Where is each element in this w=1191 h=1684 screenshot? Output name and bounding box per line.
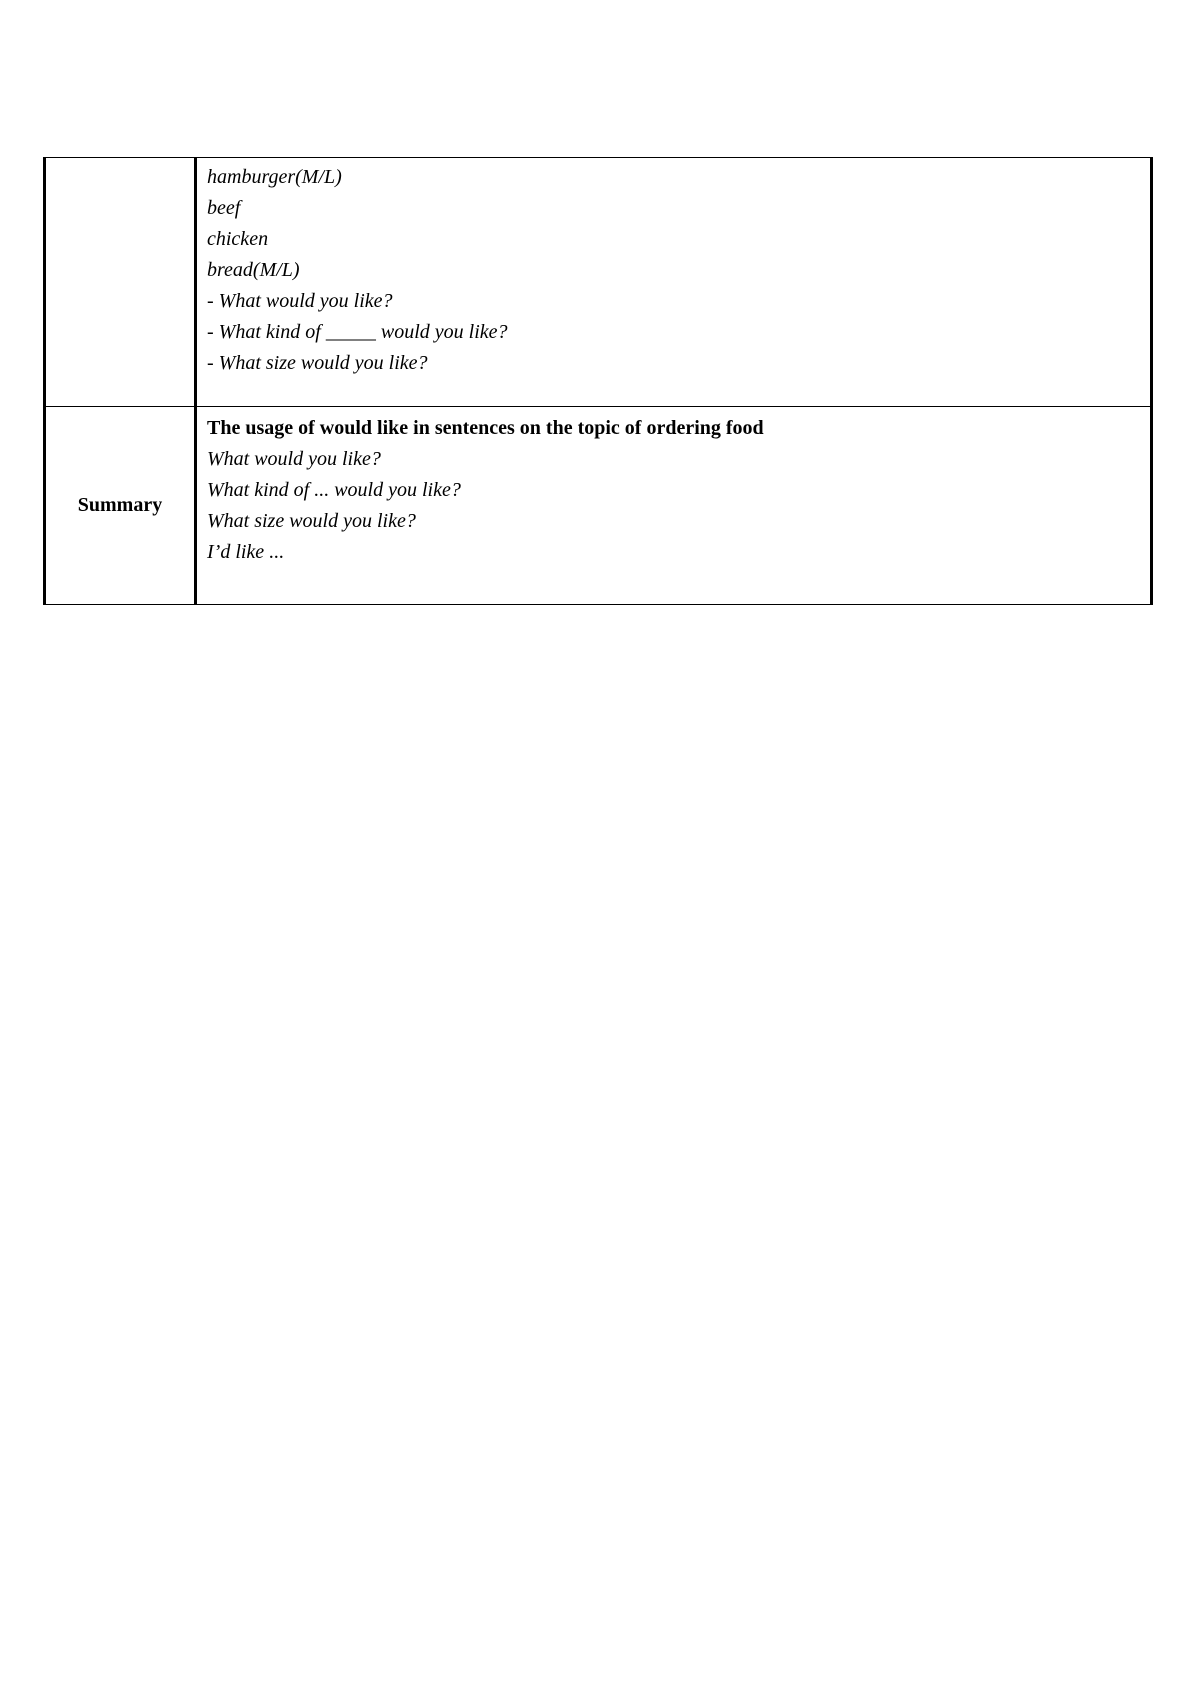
summary-line: What kind of ... would you like?	[207, 479, 461, 501]
summary-line: What size would you like?	[207, 510, 416, 532]
vocabulary-lines	[197, 158, 1150, 379]
vocab-line: bread(M/L)	[207, 259, 300, 281]
summary-label: Summary	[45, 407, 196, 605]
vocabulary-content-cell	[196, 158, 1152, 407]
summary-lines	[197, 407, 1150, 568]
summary-content-cell	[196, 407, 1152, 605]
vocab-line: hamburger(M/L)	[207, 166, 342, 188]
summary-line: I’d like ...	[207, 541, 285, 563]
summary-heading: The usage of would like in sentences on the topic of ordering food	[207, 417, 764, 439]
summary-line: What would you like?	[207, 448, 381, 470]
question-line: - What kind of _____ would you like?	[207, 321, 508, 343]
question-line: - What size would you like?	[207, 352, 428, 374]
vocab-line: chicken	[207, 228, 269, 250]
vocab-line: beef	[207, 197, 241, 219]
row-label-cell	[45, 158, 196, 407]
question-line: - What would you like?	[207, 290, 393, 312]
table-row-summary	[45, 407, 1152, 605]
table-row-vocabulary	[45, 158, 1152, 407]
lesson-plan-table	[43, 157, 1153, 605]
